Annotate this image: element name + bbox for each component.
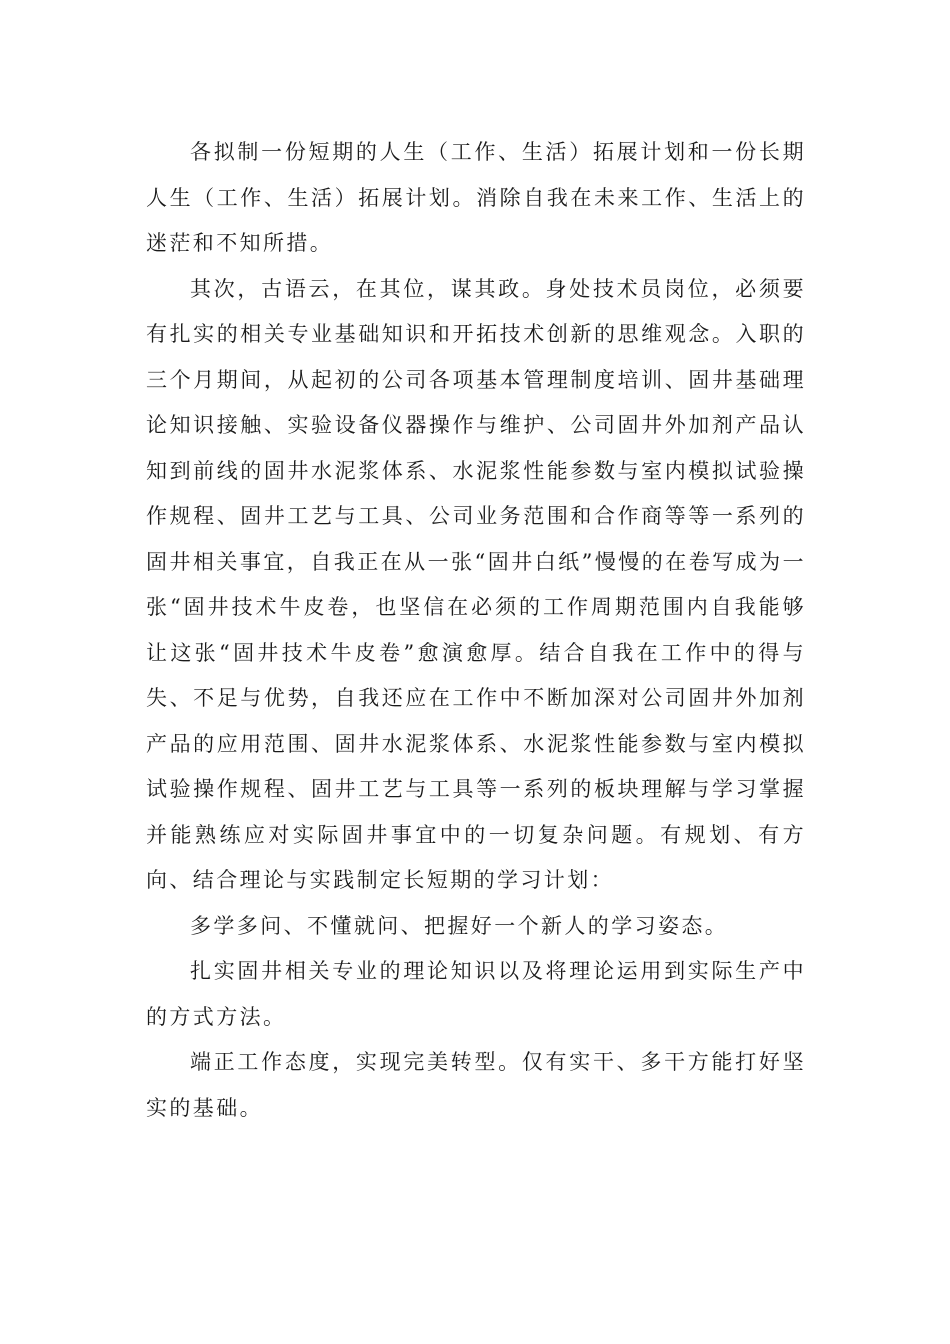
- document-body: [146, 130, 806, 1131]
- paragraph-work-attitude: 端正工作态度，实现完美转型。仅有实干、多干方能打好坚实的基础。: [146, 1050, 806, 1120]
- paragraph-technical-skills: 其次，古语云，在其位，谋其政。身处技术员岗位，必须要有扎实的相关专业基础知识和开拓技术创新的思维观念。入职的三个月期间，从起初的公司各项基本管理制度培训、固井基础理论知识接触、实验设备仪器操作与维护、公司固井外加剂产品认知到前线的固井水泥浆体系、水泥浆性能参数与室内模拟试验操作规程、固井工艺与工具、公司业务范围和合作商等等一系列的固井相关事宜，自我正在从一张“固井白纸”慢慢的在卷写成为一张“固井技术牛皮卷，也坚信在必须的工作周期范围内自我能够让这张“固井技术牛皮卷”愈演愈厚。结合自我在工作中的得与失、不足与优势，自我还应在工作中不断加深对公司固井外加剂产品的应用范围、固井水泥浆体系、水泥浆性能参数与室内模拟试验操作规程、固井工艺与工具等一系列的板块理解与学习掌握并能熟练应对实际固井事宜中的一切复杂问题。有规划、有方向、结合理论与实践制定长短期的学习计划：: [146, 276, 806, 892]
- paragraph-learning-attitude: 多学多问、不懂就问、把握好一个新人的学习姿态。: [190, 913, 729, 938]
- paragraph-personal-plan: 各拟制一份短期的人生（工作、生活）拓展计划和一份长期人生（工作、生活）拓展计划。消除自我在未来工作、生活上的迷茫和不知所措。: [146, 140, 806, 255]
- paragraph-theory-practice: 扎实固井相关专业的理论知识以及将理论运用到实际生产中的方式方法。: [146, 959, 806, 1029]
